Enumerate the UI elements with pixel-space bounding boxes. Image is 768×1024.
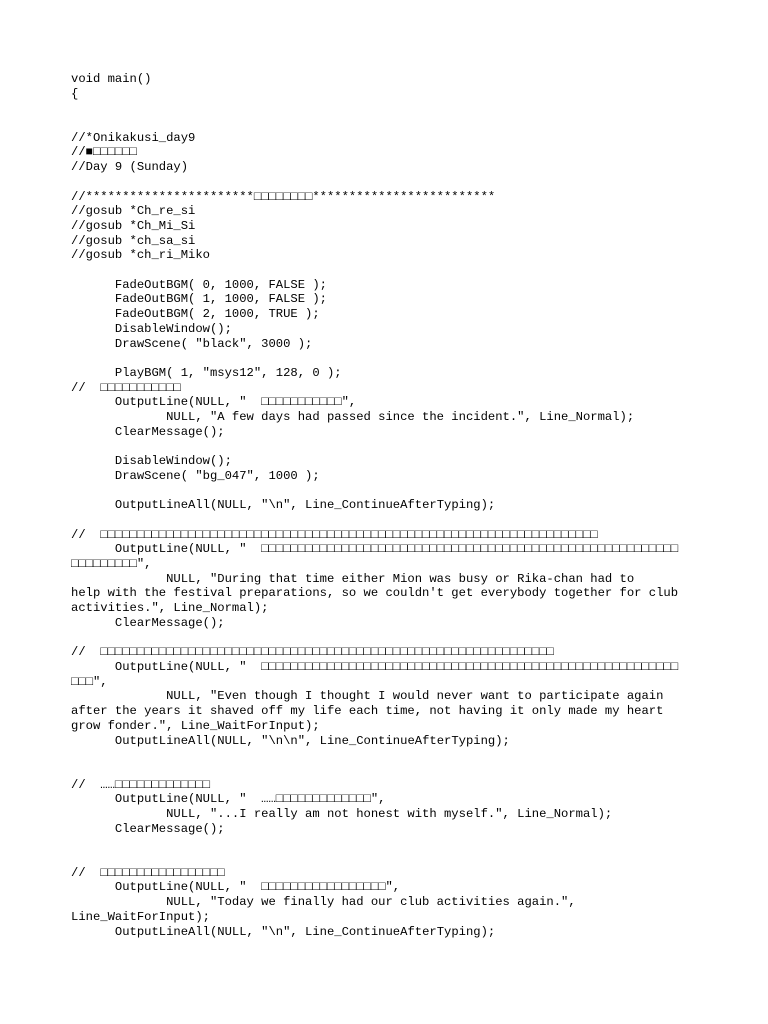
code-line: OutputLine(NULL, " □□□□□□□□□□□□□□□□□", <box>71 880 401 895</box>
code-line: □□□□□□□□□", <box>71 557 152 572</box>
code-line <box>71 763 711 778</box>
code-line <box>71 836 711 851</box>
code-line: OutputLine(NULL, " □□□□□□□□□□□", <box>71 395 357 410</box>
code-line <box>71 513 711 528</box>
code-line: //■□□□□□□ <box>71 145 137 160</box>
code-line: void main() <box>71 72 152 86</box>
code-line: // ……□□□□□□□□□□□□□ <box>71 777 210 792</box>
code-line: NULL, "During that time either Mion was busy or Rika-chan had to <box>71 571 635 586</box>
code-line: grow fonder.", Line_WaitForInput); <box>71 718 320 733</box>
code-line: OutputLineAll(NULL, "\n", Line_ContinueAfterTyping); <box>71 924 496 939</box>
code-line <box>71 631 711 646</box>
code-line <box>71 484 711 499</box>
code-line <box>71 175 711 190</box>
code-line <box>71 263 711 278</box>
code-line: OutputLine(NULL, " □□□□□□□□□□□□□□□□□□□□□□□□□□□□□□□□□□□□□□□□□□□□□□□□□□□□□□□□□ <box>71 542 679 557</box>
code-line <box>71 748 711 763</box>
code-line: //gosub *ch_ri_Miko <box>71 248 210 263</box>
code-line: ClearMessage(); <box>71 424 225 439</box>
code-line: help with the festival preparations, so we couldn't get everybody together for club <box>71 586 679 601</box>
code-line: OutputLine(NULL, " □□□□□□□□□□□□□□□□□□□□□□□□□□□□□□□□□□□□□□□□□□□□□□□□□□□□□□□□□ <box>71 659 679 674</box>
code-line: // □□□□□□□□□□□□□□□□□ <box>71 865 225 880</box>
code-line: DisableWindow(); <box>71 454 232 469</box>
code-line: //gosub *Ch_Mi_Si <box>71 218 196 233</box>
code-line: DrawScene( "black", 3000 ); <box>71 336 313 351</box>
code-line: □□□", <box>71 674 108 689</box>
code-line: //***********************□□□□□□□□************************* <box>71 189 496 204</box>
code-line: // □□□□□□□□□□□□□□□□□□□□□□□□□□□□□□□□□□□□□□□□□□□□□□□□□□□□□□□□□□□□□□□□□□□□ <box>71 527 598 542</box>
code-line: NULL, "...I really am not honest with myself.", Line_Normal); <box>71 806 613 821</box>
code-line: NULL, "Today we finally had our club activities again.", <box>71 895 576 910</box>
code-line: // □□□□□□□□□□□ <box>71 380 181 395</box>
code-line: after the years it shaved off my life each time, not having it only made my heart <box>71 704 664 719</box>
code-line: OutputLineAll(NULL, "\n\n", Line_ContinueAfterTyping); <box>71 733 510 748</box>
code-line: NULL, "Even though I thought I would never want to participate again <box>71 689 664 704</box>
code-line: NULL, "A few days had passed since the incident.", Line_Normal); <box>71 410 635 425</box>
code-line: OutputLineAll(NULL, "\n", Line_ContinueAfterTyping); <box>71 498 496 513</box>
code-line: activities.", Line_Normal); <box>71 601 269 616</box>
code-line: // □□□□□□□□□□□□□□□□□□□□□□□□□□□□□□□□□□□□□□□□□□□□□□□□□□□□□□□□□□□□□□ <box>71 645 554 660</box>
code-line: //Day 9 (Sunday) <box>71 160 189 175</box>
code-line: //gosub *Ch_re_si <box>71 204 196 219</box>
code-line <box>71 440 711 455</box>
code-line: //*Onikakusi_day9 <box>71 130 196 145</box>
code-line <box>71 851 711 866</box>
code-line: //gosub *ch_sa_si <box>71 233 196 248</box>
code-line: PlayBGM( 1, "msys12", 128, 0 ); <box>71 365 342 380</box>
code-line: OutputLine(NULL, " ……□□□□□□□□□□□□□", <box>71 792 386 807</box>
code-line: Line_WaitForInput); <box>71 909 210 924</box>
code-document <box>71 72 711 939</box>
code-line: { <box>71 86 79 101</box>
code-line <box>71 351 711 366</box>
code-line: DrawScene( "bg_047", 1000 ); <box>71 468 320 483</box>
code-line: DisableWindow(); <box>71 321 232 336</box>
code-line <box>71 101 711 116</box>
code-line: ClearMessage(); <box>71 821 225 836</box>
code-line: FadeOutBGM( 0, 1000, FALSE ); <box>71 277 327 292</box>
code-line: FadeOutBGM( 1, 1000, FALSE ); <box>71 292 327 307</box>
code-line <box>71 116 711 131</box>
code-line: ClearMessage(); <box>71 615 225 630</box>
code-line: FadeOutBGM( 2, 1000, TRUE ); <box>71 307 320 322</box>
